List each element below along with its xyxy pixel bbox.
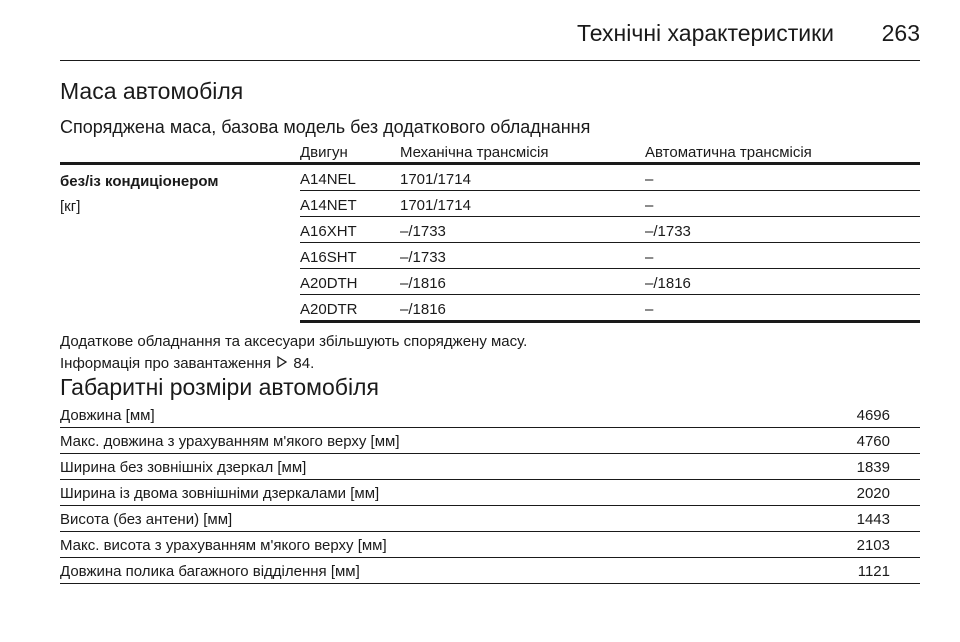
note-loading-info bbox=[60, 355, 314, 372]
section-title-mass: Маса автомобіля bbox=[60, 78, 244, 104]
dimension-value: 4696 bbox=[856, 407, 890, 424]
automatic-cell: – bbox=[645, 171, 654, 188]
row-label-ac: без/із кондиціонером bbox=[60, 173, 219, 190]
mass-table-header bbox=[60, 140, 920, 165]
dimension-value: 1443 bbox=[856, 511, 890, 528]
page-header bbox=[60, 14, 920, 54]
dimension-label: Висота (без антени) [мм] bbox=[60, 511, 233, 528]
table-row bbox=[300, 217, 920, 243]
automatic-cell: – bbox=[645, 249, 654, 266]
engine-cell: A14NET bbox=[300, 197, 357, 214]
table-row bbox=[60, 428, 920, 454]
table-row bbox=[60, 480, 920, 506]
automatic-cell: – bbox=[645, 301, 654, 318]
page-number: 263 bbox=[881, 20, 920, 46]
dimension-label: Довжина полика багажного відділення [мм] bbox=[60, 563, 360, 580]
arrow-right-icon bbox=[275, 355, 289, 372]
row-label-unit: [кг] bbox=[60, 198, 81, 215]
mass-table-body bbox=[60, 165, 920, 323]
dimension-value: 1839 bbox=[856, 459, 890, 476]
dimension-value: 1121 bbox=[857, 563, 890, 580]
engine-cell: A16SHT bbox=[300, 249, 357, 266]
engine-cell: A16XHT bbox=[300, 223, 357, 240]
section-subtitle-mass: Споряджена маса, базова модель без додаткового обладнання bbox=[60, 117, 591, 137]
dimension-label: Довжина [мм] bbox=[60, 407, 155, 424]
manual-cell: –/1733 bbox=[400, 249, 446, 266]
dimensions-table bbox=[60, 402, 920, 584]
engine-cell: A20DTR bbox=[300, 301, 358, 318]
note-loading-page-link[interactable]: 84. bbox=[293, 355, 315, 372]
dimension-value: 2103 bbox=[856, 537, 890, 554]
col-header-manual: Механічна трансмісія bbox=[400, 144, 549, 161]
engine-cell: A14NEL bbox=[300, 171, 356, 188]
automatic-cell: – bbox=[645, 197, 654, 214]
col-header-engine: Двигун bbox=[300, 144, 348, 161]
table-row bbox=[300, 191, 920, 217]
dimension-label: Макс. висота з урахуванням м'якого верху [мм] bbox=[60, 537, 387, 554]
automatic-cell: –/1733 bbox=[645, 223, 691, 240]
table-row bbox=[60, 532, 920, 558]
table-row bbox=[300, 243, 920, 269]
manual-cell: –/1816 bbox=[400, 301, 446, 318]
dimension-value: 4760 bbox=[856, 433, 890, 450]
dimension-label: Макс. довжина з урахуванням м'якого верху [мм] bbox=[60, 433, 400, 450]
header-title: Технічні характеристики bbox=[577, 20, 834, 46]
manual-cell: 1701/1714 bbox=[400, 171, 471, 188]
dimension-value: 2020 bbox=[856, 485, 890, 502]
table-row bbox=[60, 402, 920, 428]
col-header-automatic: Автоматична трансмісія bbox=[645, 144, 812, 161]
dimension-label: Ширина із двома зовнішніми дзеркалами [мм] bbox=[60, 485, 380, 502]
table-row bbox=[300, 295, 920, 323]
table-row bbox=[60, 506, 920, 532]
table-row bbox=[60, 558, 920, 584]
automatic-cell: –/1816 bbox=[645, 275, 691, 292]
engine-cell: A20DTH bbox=[300, 275, 358, 292]
note-loading-text: Інформація про завантаження bbox=[60, 355, 272, 372]
dimension-label: Ширина без зовнішніх дзеркал [мм] bbox=[60, 459, 307, 476]
note-additional-equipment: Додаткове обладнання та аксесуари збільшують споряджену масу. bbox=[60, 333, 528, 350]
section-title-dimensions: Габаритні розміри автомобіля bbox=[60, 374, 379, 400]
mass-table bbox=[60, 140, 920, 323]
table-row bbox=[300, 165, 920, 191]
table-row bbox=[300, 269, 920, 295]
manual-cell: –/1733 bbox=[400, 223, 446, 240]
manual-cell: –/1816 bbox=[400, 275, 446, 292]
manual-cell: 1701/1714 bbox=[400, 197, 471, 214]
header-divider bbox=[60, 60, 920, 61]
table-row bbox=[60, 454, 920, 480]
